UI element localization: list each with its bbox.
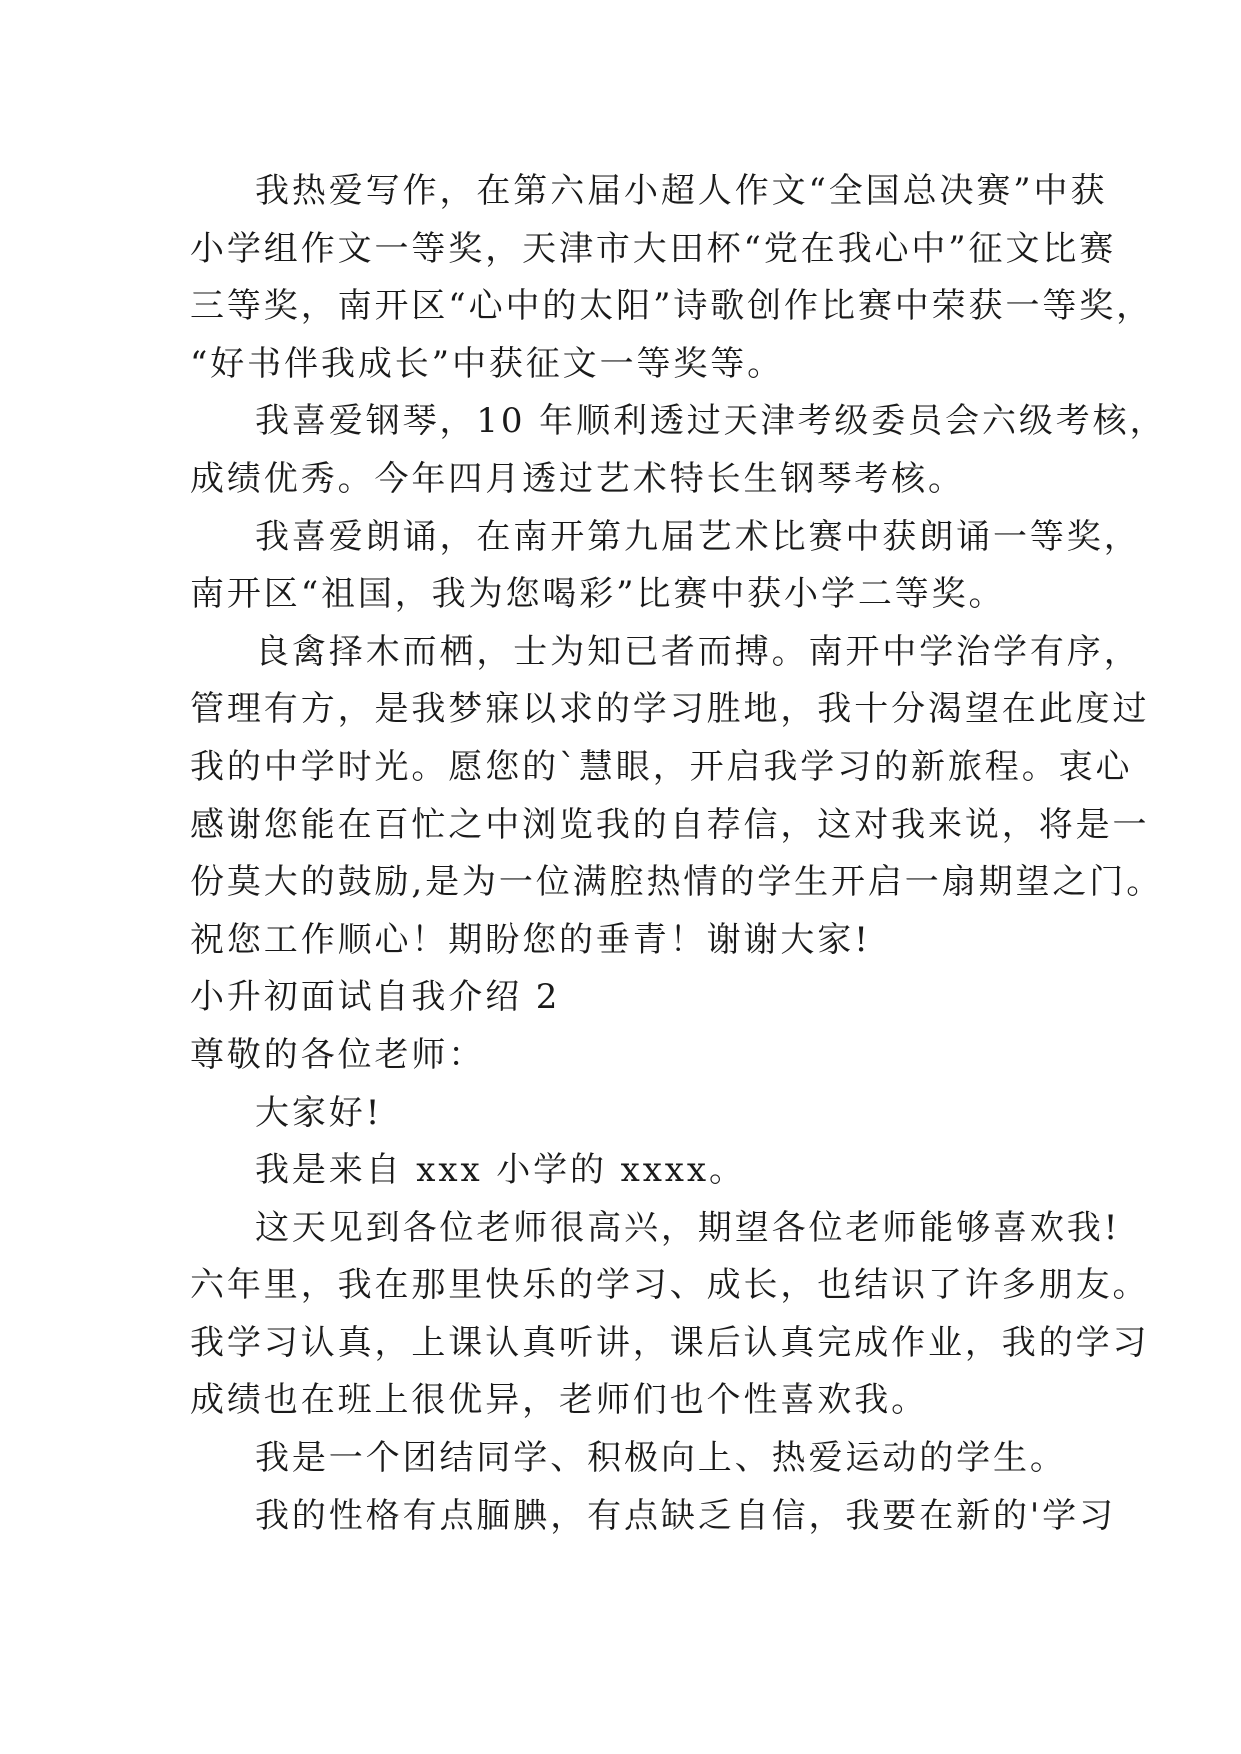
text-line: 成绩也在班上很优异，老师们也个性喜欢我。 xyxy=(190,1380,928,1421)
text-line: 份莫大的鼓励,是为一位满腔热情的学生开启一扇期望之门。 xyxy=(190,862,1164,903)
text-line: 良禽择木而栖，士为知已者而搏。南开中学治学有序， xyxy=(255,631,1141,672)
text-line: 我是来自 xxx 小学的 xxxx。 xyxy=(255,1150,746,1191)
text-line: 六年里，我在那里快乐的学习、成长，也结识了许多朋友。 xyxy=(190,1265,1150,1306)
text-line: 我喜爱朗诵，在南开第九届艺术比赛中获朗诵一等奖， xyxy=(255,516,1141,557)
salutation: 尊敬的各位老师： xyxy=(190,1034,486,1075)
text-line: 我喜爱钢琴，10 年顺利透过天津考级委员会六级考核， xyxy=(255,401,1167,442)
text-line: 这天见到各位老师很高兴，期望各位老师能够喜欢我! xyxy=(255,1207,1121,1248)
text-line: 我的性格有点腼腆，有点缺乏自信，我要在新的'学习 xyxy=(255,1495,1116,1536)
text-line: 小学组作文一等奖，天津市大田杯“党在我心中”征文比赛 xyxy=(190,228,1117,269)
section-heading: 小升初面试自我介绍 2 xyxy=(190,977,561,1018)
text-line: 我热爱写作，在第六届小超人作文“全国总决赛”中获 xyxy=(255,171,1108,211)
text-line: 我的中学时光。愿您的`慧眼，开启我学习的新旅程。衷心 xyxy=(190,746,1133,787)
text-line: “好书伴我成长”中获征文一等奖等。 xyxy=(190,343,785,384)
text-line: 我是一个团结同学、积极向上、热爱运动的学生。 xyxy=(255,1438,1067,1479)
text-line: 感谢您能在百忙之中浏览我的自荐信，这对我来说，将是一 xyxy=(190,804,1150,845)
text-line: 三等奖，南开区“心中的太阳”诗歌创作比赛中荣获一等奖， xyxy=(190,286,1154,327)
text-line: 管理有方，是我梦寐以求的学习胜地，我十分渴望在此度过 xyxy=(190,689,1150,730)
document-body xyxy=(190,163,1167,1545)
text-line: 祝您工作顺心！期盼您的垂青！谢谢大家! xyxy=(190,919,871,960)
text-line: 成绩优秀。今年四月透过艺术特长生钢琴考核。 xyxy=(190,458,965,499)
greeting: 大家好! xyxy=(255,1092,383,1133)
text-line: 南开区“祖国，我为您喝彩”比赛中获小学二等奖。 xyxy=(190,574,1006,615)
text-line: 我学习认真，上课认真听讲，课后认真完成作业，我的学习 xyxy=(190,1322,1150,1363)
